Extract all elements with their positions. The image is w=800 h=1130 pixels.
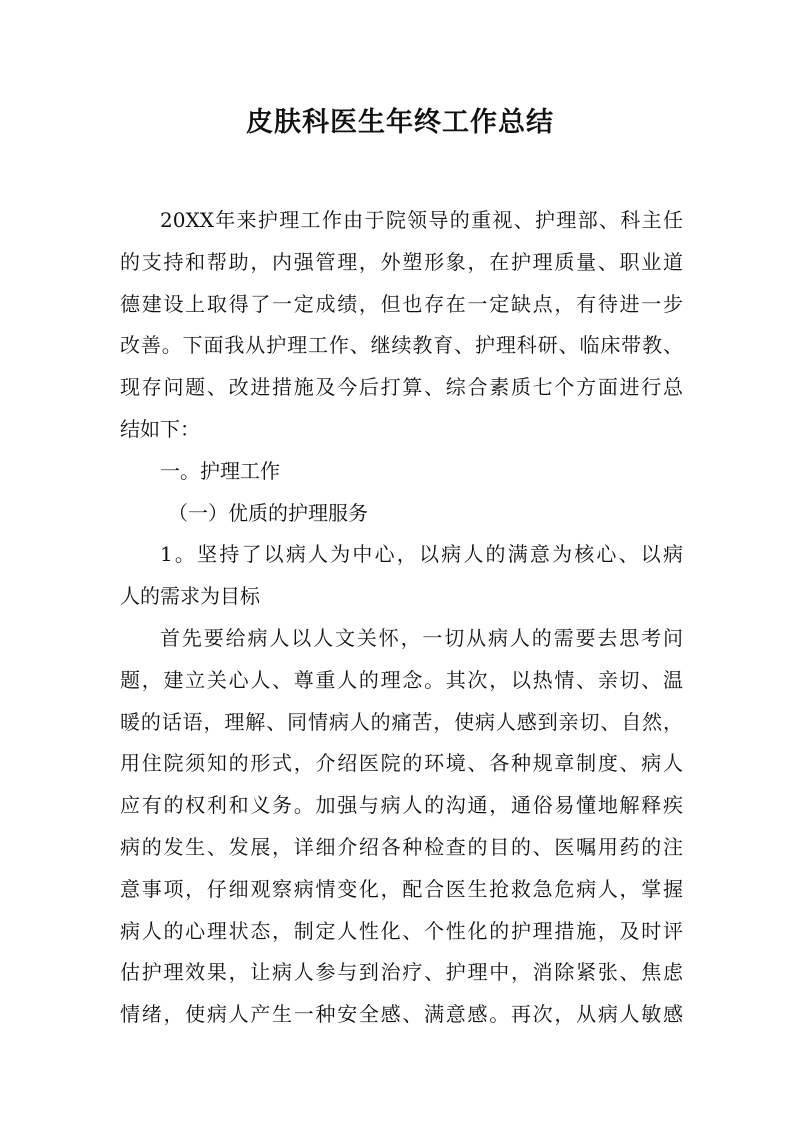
subsection-heading: （一）优质的护理服务 [168, 500, 368, 525]
section-heading: 一。护理工作 [160, 458, 280, 483]
paragraph-line: 改善。下面我从护理工作、继续教育、护理科研、临床带教、 [120, 333, 683, 358]
document-title: 皮肤科医生年终工作总结 [246, 107, 554, 138]
paragraph-line: 应有的权利和义务。加强与病人的沟通，通俗易懂地解释疾 [120, 793, 683, 818]
paragraph-line: 暖的话语，理解、同情病人的痛苦，使病人感到亲切、自然， [120, 709, 683, 734]
paragraph-line: 20XX年来护理工作由于院领导的重视、护理部、科主任 [160, 208, 683, 232]
paragraph-line: 病人的心理状态，制定人性化、个性化的护理措施，及时评 [120, 918, 683, 943]
paragraph-line: 意事项，仔细观察病情变化，配合医生抢救急危病人，掌握 [120, 876, 683, 901]
paragraph-line: 人的需求为目标 [120, 584, 260, 609]
paragraph-line: 德建设上取得了一定成绩，但也存在一定缺点，有待进一步 [120, 291, 683, 316]
paragraph-line: 1。坚持了以病人为中心，以病人的满意为核心、以病 [160, 542, 683, 567]
paragraph-line: 现存问题、改进措施及今后打算、综合素质七个方面进行总 [120, 375, 683, 400]
paragraph-line: 结如下： [120, 416, 200, 441]
paragraph-line: 情绪，使病人产生一种安全感、满意感。再次，从病人敏感 [120, 1002, 683, 1027]
paragraph-line: 病的发生、发展，详细介绍各种检查的目的、医嘱用药的注 [120, 834, 683, 859]
paragraph-line: 的支持和帮助，内强管理，外塑形象，在护理质量、职业道 [120, 249, 683, 274]
document-body [120, 200, 683, 1036]
paragraph-line: 首先要给病人以人文关怀，一切从病人的需要去思考问 [160, 625, 683, 650]
paragraph-line: 题，建立关心人、尊重人的理念。其次，以热情、亲切、温 [120, 667, 683, 692]
paragraph-line: 用住院须知的形式，介绍医院的环境、各种规章制度、病人 [120, 751, 683, 776]
paragraph-line: 估护理效果，让病人参与到治疗、护理中，消除紧张、焦虑 [120, 960, 683, 985]
